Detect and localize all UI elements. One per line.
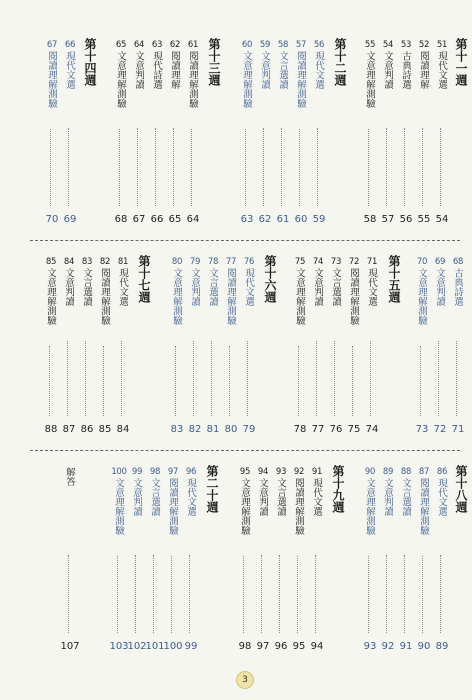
entry-number: 64 — [133, 40, 145, 50]
week-heading: 第二十週 — [205, 465, 219, 513]
entry-number: 72 — [348, 257, 360, 267]
entry-title: 文意判讀 — [312, 268, 323, 306]
entry-title: 現代文選 — [64, 51, 75, 89]
entry-number: 79 — [189, 257, 201, 267]
entry-title: 古典詩選 — [400, 51, 411, 89]
entry-title: 文意理解測驗 — [115, 51, 126, 108]
dot-leader — [440, 555, 441, 633]
entry-number: 86 — [436, 467, 448, 477]
entry-title: 文意判讀 — [259, 51, 270, 89]
entry-page-number: 94 — [310, 641, 324, 652]
entry-page-number: 58 — [363, 214, 377, 225]
entry-title: 現代文選 — [313, 51, 324, 89]
entry-page-number: 72 — [433, 424, 447, 435]
dot-leader — [155, 128, 156, 206]
week-heading: 第十六週 — [263, 255, 277, 303]
entry-title: 文言選讀 — [207, 268, 218, 306]
dot-leader — [137, 128, 138, 206]
dot-leader — [263, 128, 264, 206]
dot-leader — [171, 556, 172, 633]
entry-title: 文意理解測驗 — [416, 268, 427, 325]
dot-leader — [334, 341, 335, 416]
entry-number: 66 — [64, 40, 76, 50]
week-heading: 第十四週 — [83, 38, 97, 86]
entry-title: 文言選讀 — [275, 478, 286, 516]
entry-title: 閱讀理解測驗 — [418, 478, 429, 535]
entry-page-number: 70 — [45, 214, 59, 225]
entry-title: 文意理解測驗 — [364, 478, 375, 535]
dot-leader — [247, 341, 248, 416]
entry-number: 84 — [63, 257, 75, 267]
dot-leader — [191, 129, 192, 206]
dot-leader — [370, 341, 371, 416]
entry-page-number: 56 — [399, 214, 413, 225]
entry-page-number: 83 — [170, 424, 184, 435]
entry-title: 現代文選 — [436, 478, 447, 516]
dot-leader — [279, 555, 280, 633]
entry-title: 文言選讀 — [277, 51, 288, 89]
entry-page-number: 71 — [451, 424, 465, 435]
dot-leader — [211, 341, 212, 416]
entry-page-number: 69 — [63, 214, 77, 225]
entry-page-number: 65 — [168, 214, 182, 225]
entry-page-number: 62 — [258, 214, 272, 225]
dot-leader — [229, 346, 230, 416]
entry-title: 文意判讀 — [63, 268, 74, 306]
dot-leader — [68, 128, 69, 206]
dot-leader — [50, 129, 51, 206]
week-heading: 第十一週 — [454, 38, 468, 86]
entry-number: 58 — [277, 40, 289, 50]
entry-page-number: 64 — [186, 214, 200, 225]
dot-leader — [281, 128, 282, 206]
entry-number: 85 — [45, 257, 57, 267]
entry-title: 閱讀理解 — [418, 51, 429, 89]
entry-number: 55 — [364, 40, 376, 50]
entry-page-number: 63 — [240, 214, 254, 225]
entry-number: 60 — [241, 40, 253, 50]
week-heading: 第十七週 — [137, 255, 151, 303]
toc-section-3 — [0, 467, 472, 667]
entry-title: 文意判讀 — [382, 478, 393, 516]
dot-leader — [193, 341, 194, 416]
dot-leader — [175, 346, 176, 416]
entry-number: 94 — [257, 467, 269, 477]
entry-page-number: 61 — [276, 214, 290, 225]
entry-page-number: 68 — [114, 214, 128, 225]
entry-page-number: 84 — [116, 424, 130, 435]
week-heading: 第十五週 — [387, 255, 401, 303]
entry-page-number: 75 — [347, 424, 361, 435]
page-number-badge: 3 — [236, 671, 254, 689]
entry-title: 文意判讀 — [189, 268, 200, 306]
entry-page-number: 78 — [293, 424, 307, 435]
entry-number: 56 — [313, 40, 325, 50]
entry-title: 文言選讀 — [400, 478, 411, 516]
entry-title: 文意判讀 — [257, 478, 268, 516]
entry-title: 閱讀理解測驗 — [167, 478, 178, 535]
entry-page-number: 86 — [80, 424, 94, 435]
entry-number: 95 — [239, 467, 251, 477]
entry-number: 77 — [225, 257, 237, 267]
entry-title: 閱讀理解測驗 — [225, 268, 236, 325]
entry-page-number: 59 — [312, 214, 326, 225]
entry-title: 文言選讀 — [81, 268, 92, 306]
entry-page-number: 89 — [435, 641, 449, 652]
entry-title: 閱讀理解測驗 — [295, 51, 306, 108]
dot-leader — [368, 556, 369, 633]
entry-title: 文言選讀 — [330, 268, 341, 306]
week-heading: 第十九週 — [331, 465, 345, 513]
entry-title: 現代文選 — [117, 268, 128, 306]
entry-page-number: 73 — [415, 424, 429, 435]
dot-leader — [121, 341, 122, 416]
dot-leader — [317, 128, 318, 206]
entry-title: 現代詩選 — [151, 51, 162, 89]
entry-page-number: 74 — [365, 424, 379, 435]
entry-number: 81 — [117, 257, 129, 267]
entry-page-number: 87 — [62, 424, 76, 435]
dot-leader — [386, 128, 387, 206]
entry-number: 80 — [171, 257, 183, 267]
entry-title: 現代文選 — [366, 268, 377, 306]
entry-title: 文意判讀 — [133, 51, 144, 89]
dot-leader — [368, 129, 369, 206]
entry-page-number: 107 — [60, 641, 80, 652]
entry-page-number: 85 — [98, 424, 112, 435]
entry-title: 閱讀理解測驗 — [348, 268, 359, 325]
dot-leader — [456, 341, 457, 416]
entry-page-number: 99 — [184, 641, 198, 652]
entry-title: 文意判讀 — [434, 268, 445, 306]
dot-leader — [245, 129, 246, 206]
entry-title: 閱讀理解測驗 — [46, 51, 57, 108]
toc-section-1 — [0, 40, 472, 240]
entry-title: 閱讀理解測驗 — [99, 268, 110, 325]
entry-page-number: 92 — [381, 641, 395, 652]
entry-number: 92 — [293, 467, 305, 477]
entry-title: 文意判讀 — [382, 51, 393, 89]
dot-leader — [119, 129, 120, 206]
entry-page-number: 90 — [417, 641, 431, 652]
entry-number: 73 — [330, 257, 342, 267]
entry-number: 59 — [259, 40, 271, 50]
entry-number: 88 — [400, 467, 412, 477]
entry-title: 現代文選 — [436, 51, 447, 89]
entry-number: 61 — [187, 40, 199, 50]
entry-number: 67 — [46, 40, 58, 50]
entry-page-number: 96 — [274, 641, 288, 652]
week-heading: 第十八週 — [454, 465, 468, 513]
entry-number: 62 — [169, 40, 181, 50]
entry-number: 97 — [167, 467, 179, 477]
week-heading: 第十二週 — [333, 38, 347, 86]
entry-number: 90 — [364, 467, 376, 477]
section-divider — [30, 450, 460, 451]
entry-number: 91 — [311, 467, 323, 477]
entry-page-number: 91 — [399, 641, 413, 652]
dot-leader — [153, 555, 154, 633]
entry-page-number: 80 — [224, 424, 238, 435]
entry-page-number: 77 — [311, 424, 325, 435]
dot-leader — [243, 556, 244, 633]
entry-number: 63 — [151, 40, 163, 50]
entry-title: 閱讀理解 — [169, 51, 180, 89]
entry-number: 76 — [243, 257, 255, 267]
week-heading: 第十三週 — [207, 38, 221, 86]
entry-page-number: 88 — [44, 424, 58, 435]
entry-number: 68 — [452, 257, 464, 267]
dot-leader — [297, 556, 298, 633]
dot-leader — [299, 129, 300, 206]
entry-page-number: 81 — [206, 424, 220, 435]
toc-section-2 — [0, 257, 472, 447]
entry-page-number: 66 — [150, 214, 164, 225]
entry-number: 70 — [416, 257, 428, 267]
dot-leader — [404, 555, 405, 633]
dot-leader — [440, 128, 441, 206]
entry-number: 89 — [382, 467, 394, 477]
entry-page-number: 93 — [363, 641, 377, 652]
entry-number: 54 — [382, 40, 394, 50]
entry-number: 100 — [111, 467, 127, 477]
entry-page-number: 60 — [294, 214, 308, 225]
dot-leader — [438, 341, 439, 416]
dot-leader — [49, 346, 50, 416]
entry-page-number: 67 — [132, 214, 146, 225]
entry-title: 現代文選 — [243, 268, 254, 306]
entry-title: 文意理解測驗 — [241, 51, 252, 108]
entry-page-number: 98 — [238, 641, 252, 652]
dot-leader — [103, 346, 104, 416]
entry-title: 文言選讀 — [149, 478, 160, 516]
entry-title: 文意理解測驗 — [364, 51, 375, 108]
entry-title: 閱讀理解測驗 — [293, 478, 304, 535]
dot-leader — [117, 556, 118, 633]
entry-page-number: 54 — [435, 214, 449, 225]
dot-leader — [422, 128, 423, 206]
entry-title: 文意理解測驗 — [45, 268, 56, 325]
entry-title: 文意理解測驗 — [239, 478, 250, 535]
entry-number: 99 — [131, 467, 143, 477]
entry-page-number: 102 — [127, 641, 147, 652]
entry-number: 93 — [275, 467, 287, 477]
entry-number: 78 — [207, 257, 219, 267]
entry-number: 57 — [295, 40, 307, 50]
entry-number: 96 — [185, 467, 197, 477]
dot-leader — [68, 555, 69, 633]
dot-leader — [420, 346, 421, 416]
dot-leader — [422, 556, 423, 633]
entry-number: 75 — [294, 257, 306, 267]
entry-page-number: 103 — [109, 641, 129, 652]
entry-page-number: 82 — [188, 424, 202, 435]
entry-number: 82 — [99, 257, 111, 267]
entry-page-number: 100 — [163, 641, 183, 652]
dot-leader — [315, 555, 316, 633]
section-divider — [30, 240, 460, 241]
entry-number: 98 — [149, 467, 161, 477]
entry-number: 83 — [81, 257, 93, 267]
entry-number: 65 — [115, 40, 127, 50]
entry-number: 74 — [312, 257, 324, 267]
entry-page-number: 76 — [329, 424, 343, 435]
entry-title: 文意判讀 — [131, 478, 142, 516]
entry-title: 閱讀理解測驗 — [187, 51, 198, 108]
entry-title: 文意理解測驗 — [171, 268, 182, 325]
dot-leader — [316, 341, 317, 416]
entry-title: 解答 — [64, 467, 75, 486]
dot-leader — [261, 555, 262, 633]
dot-leader — [404, 128, 405, 206]
dot-leader — [67, 341, 68, 416]
entry-number: 69 — [434, 257, 446, 267]
entry-title: 現代文選 — [311, 478, 322, 516]
dot-leader — [298, 346, 299, 416]
entry-number: 87 — [418, 467, 430, 477]
entry-page-number: 57 — [381, 214, 395, 225]
dot-leader — [173, 128, 174, 206]
entry-page-number: 95 — [292, 641, 306, 652]
entry-page-number: 101 — [145, 641, 165, 652]
entry-number: 71 — [366, 257, 378, 267]
entry-title: 現代文選 — [185, 478, 196, 516]
entry-title: 文意理解測驗 — [294, 268, 305, 325]
entry-title: 文意理解測驗 — [113, 478, 124, 535]
entry-number: 53 — [400, 40, 412, 50]
dot-leader — [352, 346, 353, 416]
dot-leader — [386, 555, 387, 633]
dot-leader — [135, 555, 136, 633]
entry-page-number: 79 — [242, 424, 256, 435]
dot-leader — [189, 555, 190, 633]
entry-title: 古典詩選 — [452, 268, 463, 306]
entry-number: 52 — [418, 40, 430, 50]
dot-leader — [85, 341, 86, 416]
entry-page-number: 55 — [417, 214, 431, 225]
entry-number: 51 — [436, 40, 448, 50]
entry-page-number: 97 — [256, 641, 270, 652]
